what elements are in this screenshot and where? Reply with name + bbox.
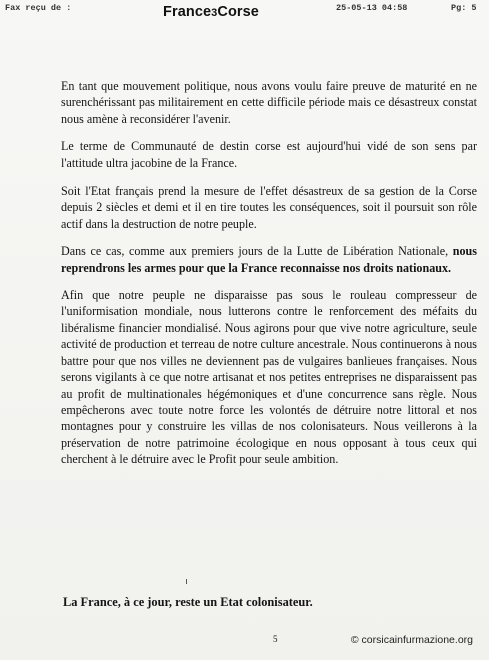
conclusion: La France, à ce jour, reste un Etat colonisateur. [63, 595, 313, 609]
logo-three: 3 [211, 7, 218, 19]
france3corse-logo [163, 4, 259, 20]
scan-mark [186, 579, 187, 584]
document-body [61, 78, 477, 468]
logo-france: France [163, 4, 212, 20]
paragraph-5: Afin que notre peuple ne disparaisse pas sous le rouleau compresseur de l'uniformisation mondiale, nous lutterons contre le renforcement des méfaits du libéralisme financier mondialisé. Nous agirons pour que vive notre agriculture, seule activité de production et terreau de notre culture ancestrale. Nous continuerons à nous battre pour que nos villes ne deviennent pas de vulgaires banlieues françaises. Nous serons vigilants à ce que notre artisanat et nos petites entreprises ne disparaissent pas au profit de multinationales hégémoniques et d'une concurrence sans règle. Nous empêcherons avec toute notre force les volontés de détruire notre littoral et nos montagnes pour y construire les villas de nos colonisateurs. Nous veillerons à la préservation de notre patrimoine écologique en nous opposant à tous ceux qui cherchent à le détruire avec le Profit pour seule ambition. [61, 288, 477, 467]
fax-page-indicator: Pg: 5 [451, 3, 477, 13]
logo-corse: Corse [217, 4, 259, 20]
watermark: © corsicainfurmazione.org [350, 634, 473, 646]
paragraph-4-bold: nous reprendrons les armes pour que la France reconnaisse nos droits nationaux. [61, 244, 477, 275]
paragraph-3: Soit l'Etat français prend la mesure de l'effet désastreux de sa gestion de la Corse depuis 2 siècles et demi et il en tire toutes les conséquences, soit il poursuit son rôle actif dans la destruction de notre peuple. [61, 184, 477, 231]
fax-datetime: 25-05-13 04:58 [336, 3, 408, 13]
paragraph-2: Le terme de Communauté de destin corse est aujourd'hui vidé de son sens par l'attitude ultra jacobine de la France. [61, 139, 477, 170]
paragraph-4-text: Dans ce cas, comme aux premiers jours de la Lutte de Libération Nationale, [61, 244, 453, 259]
fax-received-label: Fax reçu de : [5, 3, 72, 13]
paragraph-4 [61, 243, 477, 276]
paragraph-1: En tant que mouvement politique, nous avons voulu faire preuve de maturité en ne surenchérissant pas militairement en cette difficile période mais ce désastreux constat nous amène à reconsidérer l'avenir. [61, 79, 477, 126]
page-number: 5 [273, 634, 278, 644]
